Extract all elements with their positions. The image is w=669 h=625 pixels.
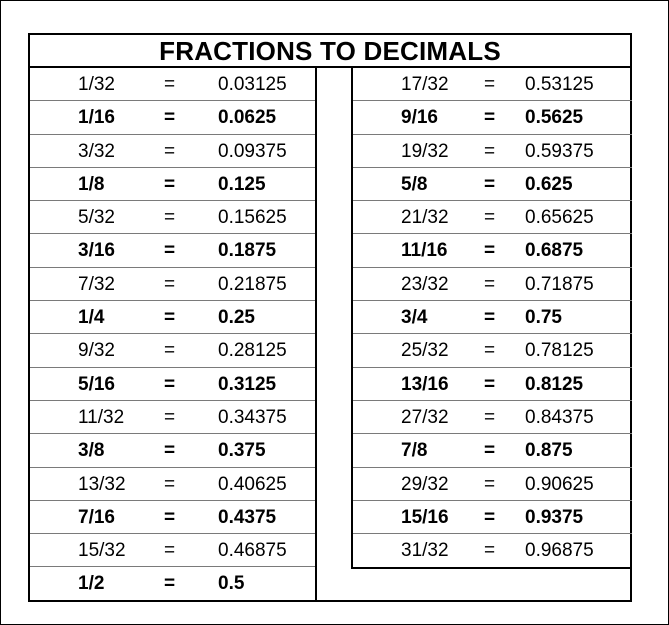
fraction-cell: 1/8	[78, 173, 105, 195]
fraction-cell: 9/16	[401, 107, 438, 129]
table-row	[30, 334, 315, 367]
decimal-cell: 0.375	[218, 440, 266, 462]
fraction-cell: 17/32	[401, 74, 449, 95]
equals-sign: =	[164, 173, 176, 195]
decimal-cell: 0.09375	[218, 140, 287, 162]
decimal-cell: 0.25	[218, 307, 255, 329]
table-row	[30, 268, 315, 301]
equals-sign: =	[164, 473, 176, 495]
equals-sign: =	[164, 207, 176, 229]
table-row	[30, 468, 315, 501]
equals-sign: =	[164, 273, 176, 295]
table-row	[353, 501, 632, 534]
decimal-cell: 0.75	[525, 307, 562, 329]
fraction-cell: 5/8	[401, 173, 428, 195]
table-row	[353, 468, 632, 501]
fraction-cell: 3/4	[401, 307, 428, 329]
decimal-cell: 0.4375	[218, 506, 277, 528]
chart-title: FRACTIONS TO DECIMALS	[30, 35, 630, 68]
fraction-cell: 19/32	[401, 140, 449, 162]
fraction-cell: 31/32	[401, 540, 449, 562]
right-column	[351, 68, 632, 569]
table-row	[353, 368, 632, 401]
fraction-cell: 27/32	[401, 406, 449, 428]
fraction-cell: 11/16	[401, 240, 448, 262]
decimal-cell: 0.78125	[525, 340, 594, 362]
table-row	[30, 501, 315, 534]
table-row	[30, 301, 315, 334]
equals-sign: =	[164, 540, 176, 562]
equals-sign: =	[484, 406, 496, 428]
fraction-cell: 29/32	[401, 473, 449, 495]
table-row	[30, 567, 315, 600]
table-row	[353, 268, 632, 301]
equals-sign: =	[164, 140, 176, 162]
decimal-cell: 0.9375	[525, 506, 584, 528]
decimal-cell: 0.28125	[218, 340, 287, 362]
conversion-chart	[28, 33, 632, 602]
equals-sign: =	[164, 373, 176, 395]
decimal-cell: 0.71875	[525, 273, 594, 295]
decimal-cell: 0.65625	[525, 207, 594, 229]
fraction-cell: 11/32	[78, 406, 125, 428]
table-row	[30, 434, 315, 467]
table-row	[353, 101, 632, 134]
table-row	[30, 401, 315, 434]
table-row	[30, 368, 315, 401]
fraction-cell: 13/32	[78, 473, 126, 495]
fraction-cell: 3/16	[78, 240, 115, 262]
equals-sign: =	[484, 74, 496, 95]
equals-sign: =	[164, 307, 176, 329]
fraction-cell: 1/32	[78, 74, 115, 95]
decimal-cell: 0.03125	[218, 74, 287, 95]
fraction-cell: 1/2	[78, 573, 105, 595]
table-row	[30, 201, 315, 234]
decimal-cell: 0.875	[525, 440, 573, 462]
equals-sign: =	[484, 540, 496, 562]
equals-sign: =	[484, 506, 496, 528]
equals-sign: =	[484, 440, 496, 462]
decimal-cell: 0.5625	[525, 107, 584, 129]
decimal-cell: 0.15625	[218, 207, 287, 229]
table-row	[353, 234, 632, 267]
equals-sign: =	[484, 107, 496, 129]
table-row	[30, 101, 315, 134]
fraction-cell: 5/32	[78, 207, 115, 229]
decimal-cell: 0.96875	[525, 540, 594, 562]
equals-sign: =	[484, 307, 496, 329]
decimal-cell: 0.59375	[525, 140, 594, 162]
fraction-cell: 23/32	[401, 273, 449, 295]
table-row	[353, 68, 632, 101]
fraction-cell: 21/32	[401, 207, 449, 229]
equals-sign: =	[164, 406, 176, 428]
decimal-cell: 0.125	[218, 173, 266, 195]
fraction-cell: 7/32	[78, 273, 115, 295]
table-row	[353, 168, 632, 201]
fraction-cell: 3/8	[78, 440, 105, 462]
equals-sign: =	[484, 373, 496, 395]
equals-sign: =	[484, 207, 496, 229]
fraction-cell: 5/16	[78, 373, 115, 395]
equals-sign: =	[164, 506, 176, 528]
table-row	[353, 201, 632, 234]
decimal-cell: 0.34375	[218, 406, 287, 428]
table-row	[30, 534, 315, 567]
decimal-cell: 0.84375	[525, 406, 594, 428]
table-row	[30, 234, 315, 267]
fraction-cell: 1/4	[78, 307, 105, 329]
table-row	[353, 434, 632, 467]
equals-sign: =	[164, 440, 176, 462]
table-row	[30, 135, 315, 168]
equals-sign: =	[484, 173, 496, 195]
equals-sign: =	[484, 273, 496, 295]
fraction-cell: 25/32	[401, 340, 449, 362]
decimal-cell: 0.0625	[218, 107, 277, 129]
fraction-cell: 3/32	[78, 140, 115, 162]
table-row	[353, 534, 632, 567]
table-row	[353, 401, 632, 434]
decimal-cell: 0.1875	[218, 240, 277, 262]
decimal-cell: 0.8125	[525, 373, 584, 395]
fraction-cell: 9/32	[78, 340, 115, 362]
decimal-cell: 0.21875	[218, 273, 287, 295]
fraction-cell: 15/32	[78, 540, 126, 562]
table-row	[30, 168, 315, 201]
equals-sign: =	[164, 573, 176, 595]
fraction-cell: 1/16	[78, 107, 115, 129]
decimal-cell: 0.46875	[218, 540, 287, 562]
fraction-cell: 7/16	[78, 506, 115, 528]
decimal-cell: 0.3125	[218, 373, 277, 395]
decimal-cell: 0.53125	[525, 74, 594, 95]
table-row	[353, 135, 632, 168]
fraction-cell: 15/16	[401, 506, 449, 528]
equals-sign: =	[484, 340, 496, 362]
equals-sign: =	[484, 240, 496, 262]
table-row	[30, 68, 315, 101]
equals-sign: =	[164, 107, 176, 129]
equals-sign: =	[164, 240, 176, 262]
decimal-cell: 0.5	[218, 573, 245, 595]
decimal-cell: 0.90625	[525, 473, 594, 495]
equals-sign: =	[164, 74, 176, 95]
left-column	[30, 68, 317, 600]
decimal-cell: 0.625	[525, 173, 573, 195]
equals-sign: =	[484, 140, 496, 162]
decimal-cell: 0.40625	[218, 473, 287, 495]
table-row	[353, 301, 632, 334]
fraction-cell: 13/16	[401, 373, 449, 395]
fraction-cell: 7/8	[401, 440, 428, 462]
table-row	[353, 334, 632, 367]
equals-sign: =	[484, 473, 496, 495]
equals-sign: =	[164, 340, 176, 362]
decimal-cell: 0.6875	[525, 240, 584, 262]
